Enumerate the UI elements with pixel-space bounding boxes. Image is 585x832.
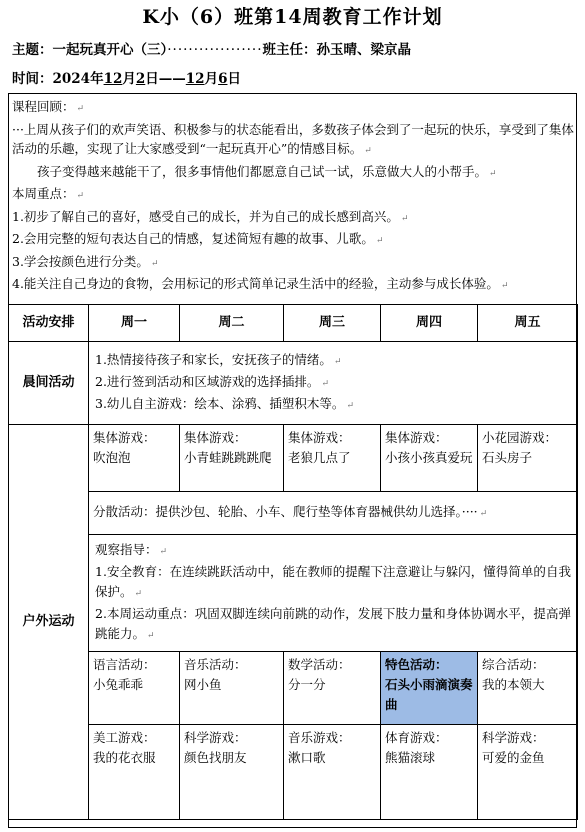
observe-item-2: 2.本周运动重点：巩固双脚连续向前跳的动作，发展下肢力量和身体协调水平，提高弹跳能力。 ↵ — [95, 606, 571, 641]
start-month: 12 — [103, 71, 123, 87]
activity-b-tue: 科学游戏： 颜色找朋友 — [180, 725, 284, 820]
dispersed-activity: 分散活动：提供沙包、轮胎、小车、爬行垫等体育器械供幼儿选择。···· ↵ — [89, 492, 578, 535]
page-title: K小（6）班第14周教育工作计划 — [142, 6, 443, 28]
activity-b-thu: 体育游戏： 熊猫滚球 — [381, 725, 478, 820]
observation-guidance — [89, 535, 578, 652]
morning-item-1: 1.热情接待孩子和家长，安抚孩子的情绪。 ↵ — [95, 352, 342, 367]
activity-b-mon: 美工游戏： 我的花衣服 — [89, 725, 180, 820]
day-thursday: 周四 — [381, 305, 478, 342]
day-wednesday: 周三 — [284, 305, 381, 342]
focus-item-1: 1.初步了解自己的喜好，感受自己的成长，并为自己的成长感到高兴。 ↵ — [12, 208, 409, 224]
day-char-2: 日 — [227, 71, 241, 87]
group-game-thu: 集体游戏： 小孩小孩真爱玩 — [381, 425, 478, 492]
day-friday: 周五 — [478, 305, 578, 342]
teacher-value: 孙玉晴、梁京晶 — [316, 42, 411, 58]
end-month: 12 — [185, 71, 205, 87]
observe-row — [9, 535, 578, 652]
group-game-wed: 集体游戏： 老狼几点了 — [284, 425, 381, 492]
group-game-fri: 小花园游戏： 石头房子 — [478, 425, 578, 492]
morning-content — [89, 342, 578, 425]
theme-dots: ·················· — [167, 42, 263, 58]
time-label: 时间： — [12, 71, 53, 87]
activity-b-fri: 科学游戏： 可爱的金鱼 — [478, 725, 578, 820]
focus-item-4: 4.能关注自己身边的食物，会用标记的形式简单记录生活中的经验，主动参与成长体验。 ↵ — [12, 276, 509, 291]
course-review — [12, 97, 574, 297]
time-line — [12, 67, 241, 87]
review-heading: 课程回顾： ↵ — [12, 99, 85, 114]
activity-a-wed: 数学活动： 分一分 — [284, 652, 381, 725]
theme-label: 主题： — [12, 42, 53, 58]
morning-row — [9, 342, 578, 425]
activity-b-wed: 音乐游戏： 漱口歌 — [284, 725, 381, 820]
activity-a-mon: 语言活动： 小兔乖乖 — [89, 652, 180, 725]
theme-value: 一起玩真开心（三） — [52, 42, 168, 58]
activities-row-a — [9, 652, 578, 725]
dispersed-row — [9, 492, 578, 535]
focus-heading: 本周重点： ↵ — [12, 186, 85, 201]
review-paragraph-2: 孩子变得越来越能干了，很多事情他们都愿意自己试一试，乐意做大人的小帮手。 ↵ — [37, 163, 497, 179]
group-games-row — [9, 425, 578, 492]
morning-item-3: 3.幼儿自主游戏：绘本、涂鸦、插塑积木等。 ↵ — [95, 396, 354, 411]
header-row — [9, 305, 578, 342]
morning-item-2: 2.进行签到活动和区域游戏的选择插排。 ↵ — [95, 374, 329, 389]
morning-label: 晨间活动 — [9, 342, 89, 425]
month-char-2: 月 — [204, 71, 219, 87]
date-dash: —— — [158, 71, 186, 87]
activity-a-fri: 综合活动： 我的本领大 — [478, 652, 578, 725]
teacher-label: 班主任： — [262, 42, 317, 58]
schedule-table — [8, 304, 578, 820]
month-char-1: 月 — [122, 71, 136, 87]
day-tuesday: 周二 — [180, 305, 284, 342]
focus-item-3: 3.学会按颜色进行分类。 ↵ — [12, 253, 159, 269]
focus-item-2: 2.会用完整的短句表达自己的情感，复述简短有趣的故事、儿歌。 ↵ — [12, 231, 384, 246]
outdoor-label: 户外运动 — [9, 425, 89, 820]
observe-heading: 观察指导： ↵ — [95, 542, 168, 557]
activity-a-thu-featured: 特色活动： 石头小雨滴演奏曲 — [381, 652, 478, 725]
day-monday: 周一 — [89, 305, 180, 342]
activity-header: 活动安排 — [9, 305, 89, 342]
theme-line — [12, 38, 411, 58]
activity-a-tue: 音乐活动： 网小鱼 — [180, 652, 284, 725]
day-char-1: 日 — [145, 71, 159, 87]
review-paragraph-1: ···上周从孩子们的欢声笑语、积极参与的状态能看出，多数孩子体会到了一起玩的快乐，享受到了集体活动的乐趣，实现了让大家感受到“一起玩真开心”的情感目标。 ↵ — [12, 121, 574, 156]
year-suffix: 年 — [90, 71, 104, 87]
group-game-mon: 集体游戏： 吹泡泡 — [89, 425, 180, 492]
start-day: 2 — [135, 71, 146, 87]
activities-row-b — [9, 725, 578, 820]
year: 2024 — [52, 71, 91, 87]
observe-item-1: 1.安全教育：在连续跳跃活动中，能在教师的提醒下注意避让与躲闪，懂得简单的自我保护。 ↵ — [95, 564, 571, 599]
group-game-tue: 集体游戏： 小青蛙跳跳跳爬 — [180, 425, 284, 492]
end-day: 6 — [218, 71, 228, 87]
